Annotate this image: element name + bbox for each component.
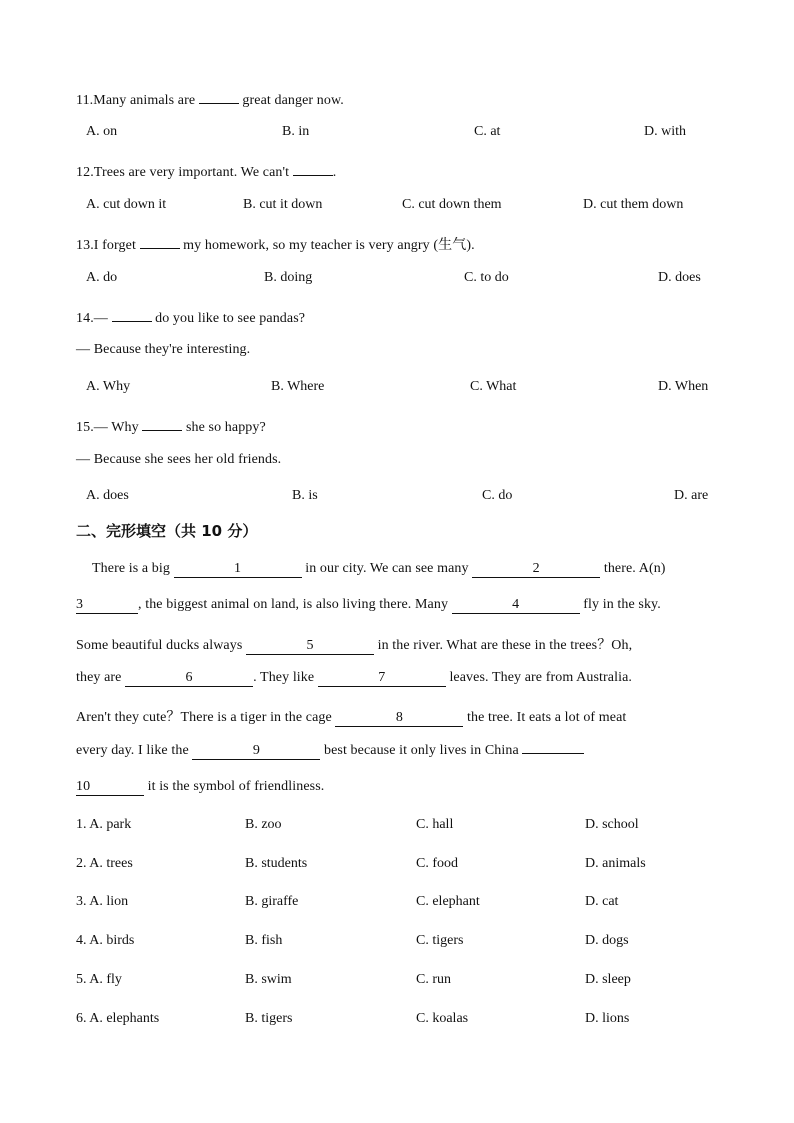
cloze-blank-4: 4 <box>452 597 580 614</box>
option-a: A. do <box>86 270 118 285</box>
question-11 <box>76 88 344 109</box>
passage-text: leaves. They are from Australia. <box>449 670 632 685</box>
cloze-blank-10-line <box>522 753 584 754</box>
passage-text: it is the symbol of friendliness. <box>147 779 325 794</box>
option-c: C. at <box>474 124 501 139</box>
cloze-line <box>76 634 632 655</box>
cloze-option: 1. A. park <box>76 817 132 832</box>
question-text: do you like to see pandas? <box>155 311 306 326</box>
passage-text: , the biggest animal on land, is also living there. Many <box>138 597 449 612</box>
question-text: 11.Many animals are <box>76 93 196 108</box>
option-d: D. cut them down <box>583 197 684 212</box>
passage-text: the tree. It eats a lot of meat <box>467 710 627 725</box>
cloze-option: D. cat <box>585 894 619 909</box>
passage-text: Some beautiful ducks always <box>76 638 243 653</box>
cloze-option: D. dogs <box>585 933 629 948</box>
option-a: A. on <box>86 124 118 139</box>
passage-text: they are <box>76 670 122 685</box>
answer-blank <box>199 88 239 104</box>
option-b: B. cut it down <box>243 197 323 212</box>
passage-text: fly in the sky. <box>583 597 661 612</box>
option-d: D. does <box>658 270 701 285</box>
option-b: B. is <box>292 488 318 503</box>
cloze-blank-9: 9 <box>192 743 320 760</box>
option-d: D. with <box>644 124 686 139</box>
passage-text: in our city. We can see many <box>305 561 469 576</box>
cloze-line <box>76 670 632 687</box>
cloze-line <box>76 706 626 727</box>
question-text: my homework, so my teacher is very angry (生气). <box>183 238 475 253</box>
cloze-option: 6. A. elephants <box>76 1011 160 1026</box>
cloze-blank-8: 8 <box>335 710 463 727</box>
passage-text: in the river. What are these in the trees？Oh, <box>377 638 633 653</box>
option-c: C. to do <box>464 270 509 285</box>
option-d: D. When <box>658 379 709 394</box>
answer-blank <box>293 160 333 176</box>
question-14 <box>76 306 305 327</box>
cloze-blank-2: 2 <box>472 561 600 578</box>
option-b: B. in <box>282 124 310 139</box>
cloze-option: 2. A. trees <box>76 856 133 871</box>
dialogue-answer: — Because she sees her old friends. <box>76 452 282 467</box>
cloze-option: 3. A. lion <box>76 894 129 909</box>
option-a: A. does <box>86 488 129 503</box>
cloze-blank-5: 5 <box>246 638 374 655</box>
cloze-option: C. koalas <box>416 1011 469 1026</box>
cloze-option: C. run <box>416 972 451 987</box>
passage-text: every day. I like the <box>76 743 189 758</box>
passage-text: best because it only lives in China <box>323 743 519 758</box>
answer-blank <box>140 233 180 249</box>
cloze-line <box>92 561 666 578</box>
question-text: great danger now. <box>242 93 344 108</box>
question-15 <box>76 415 266 436</box>
cloze-option: B. students <box>245 856 308 871</box>
cloze-line <box>76 597 661 614</box>
answer-blank <box>112 306 152 322</box>
cloze-option: B. tigers <box>245 1011 293 1026</box>
cloze-option: C. tigers <box>416 933 464 948</box>
question-text: 13.I forget <box>76 238 136 253</box>
cloze-blank-3: 3 <box>76 597 138 614</box>
dialogue-answer: — Because they're interesting. <box>76 342 251 357</box>
cloze-option: D. school <box>585 817 639 832</box>
cloze-option: D. animals <box>585 856 646 871</box>
option-a: A. cut down it <box>86 197 167 212</box>
option-c: C. What <box>470 379 517 394</box>
option-b: B. Where <box>271 379 325 394</box>
option-c: C. do <box>482 488 513 503</box>
question-text: 15.— Why <box>76 420 139 435</box>
cloze-option: B. zoo <box>245 817 282 832</box>
option-b: B. doing <box>264 270 313 285</box>
passage-text: there. A(n) <box>603 561 666 576</box>
question-text: she so happy? <box>185 420 266 435</box>
question-13 <box>76 233 475 254</box>
cloze-option: C. elephant <box>416 894 480 909</box>
cloze-option: D. sleep <box>585 972 631 987</box>
cloze-option: 4. A. birds <box>76 933 135 948</box>
cloze-option: D. lions <box>585 1011 630 1026</box>
cloze-option: C. food <box>416 856 458 871</box>
passage-text: Aren't they cute？There is a tiger in the cage <box>76 710 332 725</box>
cloze-blank-1: 1 <box>174 561 302 578</box>
cloze-option: B. swim <box>245 972 292 987</box>
option-a: A. Why <box>86 379 131 394</box>
question-text: . <box>332 165 337 180</box>
option-d: D. are <box>674 488 709 503</box>
question-text: 12.Trees are very important. We can't <box>76 165 290 180</box>
cloze-blank-6: 6 <box>125 670 253 687</box>
cloze-blank-7: 7 <box>318 670 446 687</box>
cloze-line <box>76 779 324 796</box>
answer-blank <box>142 415 182 431</box>
cloze-option: B. giraffe <box>245 894 299 909</box>
question-text: 14.— <box>76 311 108 326</box>
cloze-line <box>76 743 584 760</box>
passage-text: . They like <box>253 670 315 685</box>
section-heading: 二、完形填空（共 10 分） <box>76 522 258 540</box>
question-12 <box>76 160 336 181</box>
cloze-blank-10: 10 <box>76 779 144 796</box>
cloze-option: B. fish <box>245 933 283 948</box>
passage-text: There is a big <box>92 561 170 576</box>
option-c: C. cut down them <box>402 197 502 212</box>
cloze-option: 5. A. fly <box>76 972 122 987</box>
cloze-option: C. hall <box>416 817 454 832</box>
